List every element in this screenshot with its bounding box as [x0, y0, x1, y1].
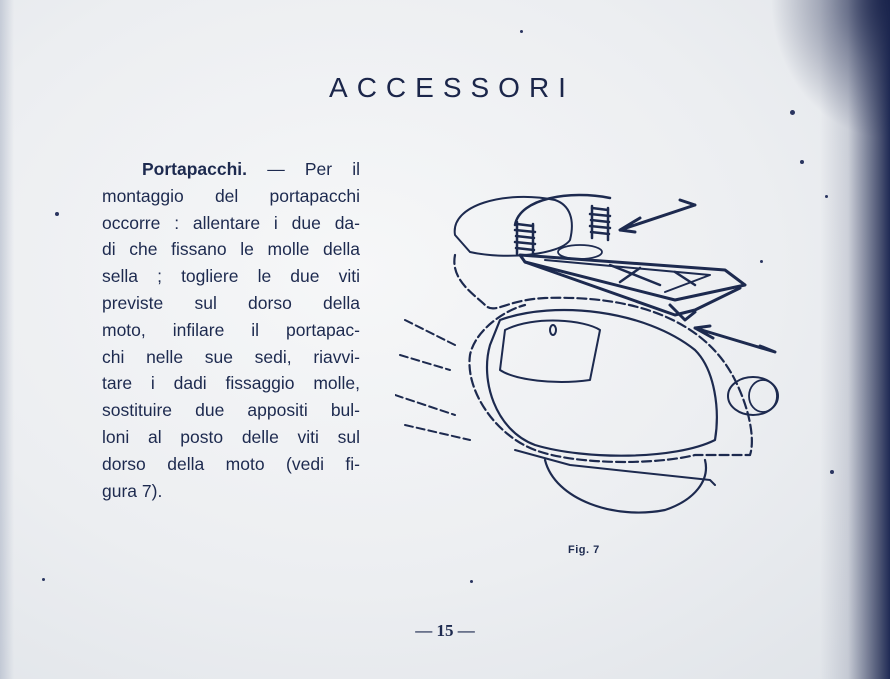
tail-light-lens [749, 380, 777, 412]
arrow-lower [695, 326, 775, 352]
print-speck [760, 260, 763, 263]
body-line: previste sul dorso della [102, 292, 360, 313]
scooter-body [454, 255, 752, 462]
print-speck [520, 30, 523, 33]
fuel-cap [558, 245, 602, 259]
body-line: chi nelle sue sedi, riavvi- [102, 346, 360, 367]
body-line [102, 156, 360, 183]
body-line: occorre : allentare i due da- [102, 212, 360, 233]
scooter-rack-illustration [395, 180, 795, 540]
footboard-lines [395, 320, 470, 440]
print-speck [825, 195, 828, 198]
print-speck [830, 470, 834, 474]
section-heading: Portapacchi. [142, 159, 248, 179]
spring-left [515, 222, 535, 256]
body-line: di che fissano le molle della [102, 239, 360, 260]
body-line: gura 7). [102, 480, 163, 501]
panel-knob [550, 325, 556, 335]
side-panel [487, 310, 717, 456]
page-title: ACCESSORI [329, 72, 575, 103]
page-corner-shadow [770, 0, 890, 140]
figure-caption: Fig. 7 [568, 544, 600, 556]
body-line: loni al posto delle viti sul [102, 426, 360, 447]
spring-right [590, 206, 610, 240]
print-speck [42, 578, 45, 581]
body-line: dorso della moto (vedi fi- [102, 453, 360, 474]
body-line: montaggio del portapacchi [102, 185, 360, 206]
body-paragraph [102, 156, 360, 504]
print-speck [470, 580, 473, 583]
body-line: tare i dadi fissaggio molle, [102, 373, 360, 394]
body-line: sella ; togliere le due viti [102, 266, 360, 287]
print-speck [790, 110, 795, 115]
arrow-upper [620, 200, 695, 232]
body-line: moto, infilare il portapac- [102, 319, 360, 340]
print-speck [55, 212, 59, 216]
body-line: sostituire due appositi bul- [102, 400, 360, 421]
rear-wheel [545, 460, 706, 513]
print-speck [800, 160, 804, 164]
body-line-text: — Per il [247, 159, 360, 179]
seat-outline [455, 197, 572, 256]
page-number: — 15 — [415, 621, 475, 640]
